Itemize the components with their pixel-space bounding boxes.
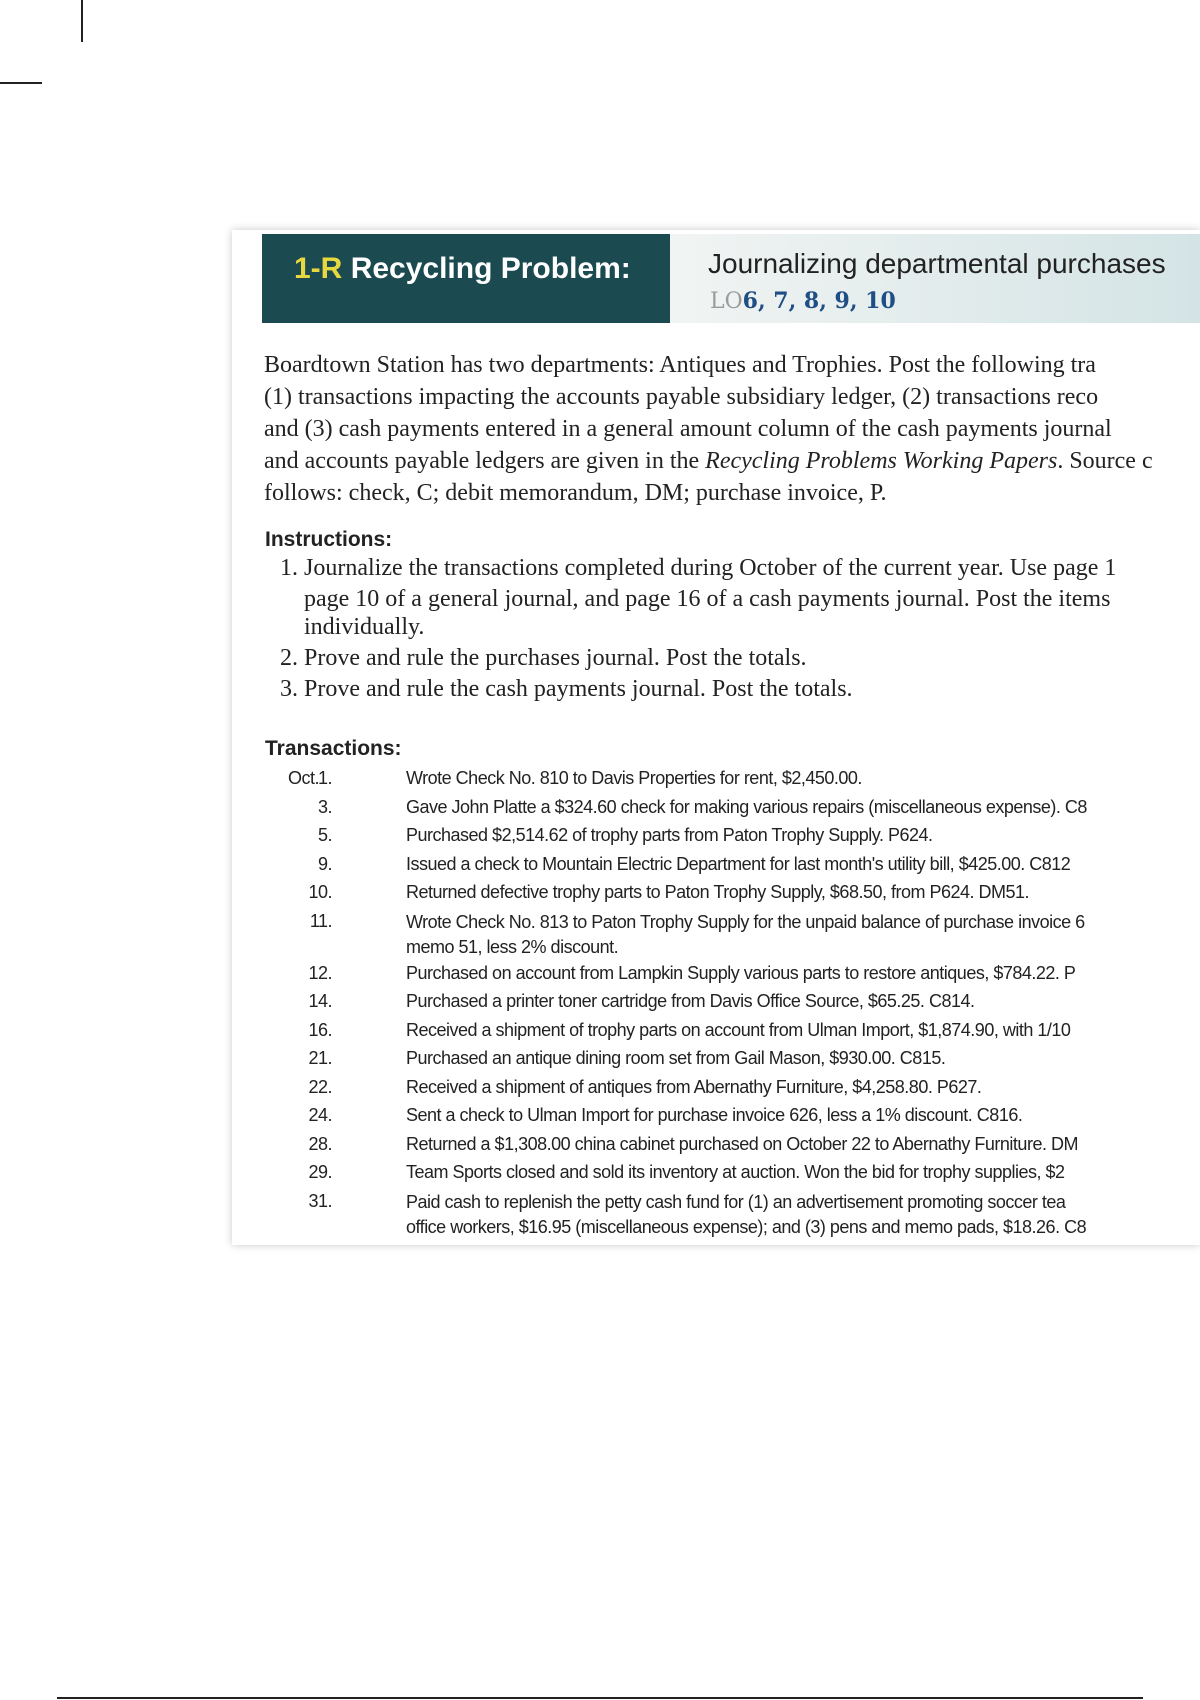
intro-text: . Source c [1057, 448, 1153, 474]
lo-prefix: LO [710, 289, 743, 314]
intro-line: follows: check, C; debit memorandum, DM; purchase invoice, P. [264, 480, 887, 506]
transaction-text: Team Sports closed and sold its inventory at auction. Won the bid for trophy supplies, $2 [406, 1162, 1065, 1182]
instruction-item [280, 674, 1200, 705]
transaction-row [288, 882, 1200, 911]
instruction-item [280, 553, 1200, 584]
transaction-row [288, 768, 1200, 797]
transactions-heading: Transactions: [265, 737, 402, 760]
transaction-day: 28. [308, 1133, 332, 1154]
transaction-row [288, 825, 1200, 854]
transaction-text-block [406, 1190, 1086, 1240]
instruction-text: individually. [304, 614, 425, 640]
transaction-text: Purchased on account from Lampkin Supply various parts to restore antiques, $784.22. P [406, 962, 1076, 983]
transaction-row [288, 1077, 1200, 1106]
month-label: Oct. [288, 768, 320, 788]
transaction-day: 5. [317, 825, 332, 845]
transaction-text: Returned a $1,308.00 china cabinet purchased on October 22 to Abernathy Furniture. DM [406, 1133, 1078, 1154]
transaction-text-continued: memo 51, less 2% discount. [406, 936, 619, 957]
transaction-day: 22. [308, 1076, 332, 1097]
transaction-text: Wrote Check No. 813 to Paton Trophy Supply for the unpaid balance of purchase invoice 6 [406, 911, 1085, 932]
transaction-text: Gave John Platte a $324.60 check for making various repairs (miscellaneous expense). C8 [406, 796, 1087, 817]
transaction-row [288, 1162, 1200, 1191]
transaction-row [288, 1048, 1200, 1077]
transaction-row [288, 963, 1200, 992]
instruction-text: Prove and rule the cash payments journal. Post the totals. [304, 676, 853, 702]
transaction-row [288, 797, 1200, 826]
crop-mark-horizontal [0, 82, 42, 84]
transaction-row [288, 1020, 1200, 1049]
transaction-row [288, 854, 1200, 883]
instruction-item [280, 643, 1200, 674]
transaction-row [288, 1105, 1200, 1134]
transaction-day: 21. [308, 1048, 332, 1068]
learning-objectives [710, 288, 896, 314]
bottom-rule [57, 1697, 1143, 1699]
transaction-row [288, 911, 1200, 963]
instruction-number: 2. [280, 645, 298, 671]
transaction-text: Purchased a printer toner cartridge from Davis Office Source, $65.25. C814. [406, 991, 975, 1011]
instruction-text: page 10 of a general journal, and page 16 of a cash payments journal. Post the items [304, 586, 1111, 612]
instruction-text: Journalize the transactions completed during October of the current year. Use page 1 [304, 555, 1117, 581]
transaction-text: Purchased an antique dining room set from Gail Mason, $930.00. C815. [406, 1048, 946, 1068]
problem-code: 1-R [294, 252, 343, 285]
problem-label: Recycling Problem: [350, 252, 631, 285]
instructions-list [280, 553, 1200, 705]
transaction-row [288, 991, 1200, 1020]
header-label-block [262, 234, 670, 323]
working-papers-title: Recycling Problems Working Papers [705, 448, 1058, 474]
transaction-day: 11. [309, 910, 332, 931]
problem-card [232, 230, 1200, 1245]
intro-text: and accounts payable ledgers are given in the [264, 448, 706, 474]
transaction-day: 10. [308, 882, 332, 902]
instructions-heading: Instructions: [265, 528, 393, 551]
transaction-text-continued: office workers, $16.95 (miscellaneous expense); and (3) pens and memo pads, $18.26. C8 [406, 1216, 1087, 1237]
transaction-day: 1. [317, 768, 332, 788]
instruction-number: 3. [280, 676, 298, 702]
intro-line: and (3) cash payments entered in a general amount column of the cash payments journal [264, 416, 1112, 442]
instruction-number: 1. [280, 555, 298, 581]
transaction-text: Purchased $2,514.62 of trophy parts from Paton Trophy Supply. P624. [406, 825, 933, 845]
transaction-text: Sent a check to Ulman Import for purchase invoice 626, less a 1% discount. C816. [406, 1105, 1023, 1125]
intro-line [264, 445, 1200, 477]
problem-header [262, 234, 1200, 323]
transaction-day: 9. [317, 853, 332, 874]
transaction-day: 3. [317, 796, 332, 817]
transaction-day: 16. [308, 1019, 332, 1040]
instruction-text: Prove and rule the purchases journal. Post the totals. [304, 645, 807, 671]
transaction-text: Issued a check to Mountain Electric Department for last month's utility bill, $425.00. C812 [406, 853, 1071, 874]
intro-line: Boardtown Station has two departments: Antiques and Trophies. Post the following tra [264, 352, 1096, 378]
problem-title: Journalizing departmental purchases [708, 248, 1166, 279]
transaction-row [288, 1191, 1200, 1243]
lo-numbers: 6, 7, 8, 9, 10 [742, 288, 896, 314]
transaction-row [288, 1134, 1200, 1163]
transaction-text: Received a shipment of trophy parts on account from Ulman Import, $1,874.90, with 1/10 [406, 1019, 1071, 1040]
transaction-text: Received a shipment of antiques from Abernathy Furniture, $4,258.80. P627. [406, 1076, 982, 1097]
transaction-text-block [406, 910, 1085, 960]
transaction-day: 14. [308, 991, 332, 1011]
transaction-day: 24. [308, 1105, 332, 1125]
intro-paragraph [264, 349, 1200, 509]
intro-line: (1) transactions impacting the accounts payable subsidiary ledger, (2) transactions reco [264, 384, 1099, 410]
transaction-text: Paid cash to replenish the petty cash fund for (1) an advertisement promoting soccer tea [406, 1191, 1066, 1212]
transaction-day: 29. [308, 1162, 332, 1182]
transactions-list [288, 768, 1200, 1243]
transaction-day: 12. [308, 962, 332, 983]
transaction-day: 31. [308, 1190, 332, 1211]
header-title-block [670, 234, 1200, 323]
transaction-text: Returned defective trophy parts to Paton Trophy Supply, $68.50, from P624. DM51. [406, 882, 1030, 902]
crop-mark-vertical [81, 0, 83, 42]
transaction-text: Wrote Check No. 810 to Davis Properties for rent, $2,450.00. [406, 768, 862, 788]
